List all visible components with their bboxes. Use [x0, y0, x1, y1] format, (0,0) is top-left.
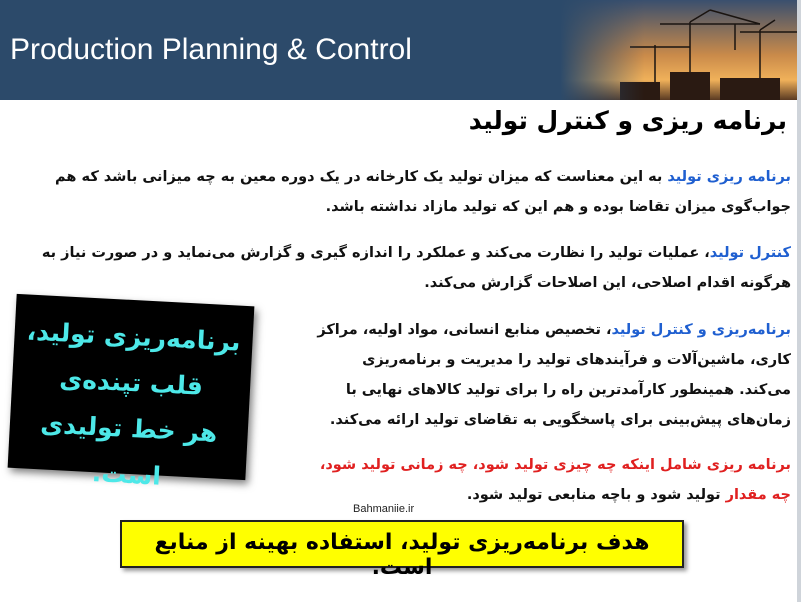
right-edge-bar: [797, 0, 801, 602]
planning-scope-highlight: برنامه ریزی شامل اینکه چه چیزی تولید شود، چه زمانی تولید شود، چه مقدار: [319, 457, 791, 503]
paragraph-production-control: [11, 238, 791, 298]
term-ppc: برنامه‌ریزی و کنترل تولید: [611, 322, 791, 338]
paragraph-body: به این معناست که میزان تولید یک کارخانه در یک دوره معین به چه میزانی باشد که هم جواب‌گوی میزان تقاضا بوده و هم این که تولید مازاد نداشته باشد.: [55, 169, 791, 215]
quote-line: هر خط تولیدی است.: [39, 409, 219, 491]
section-heading: برنامه ریزی و کنترل تولید: [468, 106, 787, 135]
site-watermark: Bahmaniie.ir: [353, 503, 415, 515]
paragraph-planning-scope: [311, 450, 791, 510]
paragraph-production-planning: [11, 162, 791, 222]
quote-line: برنامه‌ریزی تولید،: [26, 316, 242, 357]
term-production-planning: برنامه ریزی تولید: [667, 169, 791, 185]
construction-cranes-photo: [560, 0, 801, 100]
paragraph-body: ، عملیات تولید را نظارت می‌کند و عملکرد را اندازه گیری و گزارش می‌نماید و در صورت نیاز به هرگونه اقدام اصلاحی، این اصلاحات گزارش می‌کند.: [41, 245, 791, 291]
quote-card: [8, 294, 255, 491]
quote-text: [6, 308, 253, 504]
title-banner: [0, 0, 801, 100]
goal-banner: [120, 520, 684, 580]
slide-title: Production Planning & Control: [10, 33, 412, 66]
quote-line: قلب تپنده‌ی: [58, 364, 204, 401]
term-production-control: کنترل تولید: [709, 245, 791, 261]
paragraph-body: تولید شود و باچه منابعی تولید شود.: [466, 487, 726, 503]
paragraph-ppc: [311, 315, 791, 435]
goal-text: هدف برنامه‌ریزی تولید، استفاده بهینه از منابع است.: [154, 530, 650, 580]
paragraph-body: ، تخصیص منابع انسانی، مواد اولیه، مراکز کاری، ماشین‌آلات و فرآیندهای تولید را مدیریت و برنامه‌ریزی می‌کند. همینطور کارآمدترین راه را برای تولید کالاهای نهایی با زمان‌های پیش‌بینی برای پاسخگویی به تقاضای تولید ارائه می‌کند.: [317, 322, 791, 428]
